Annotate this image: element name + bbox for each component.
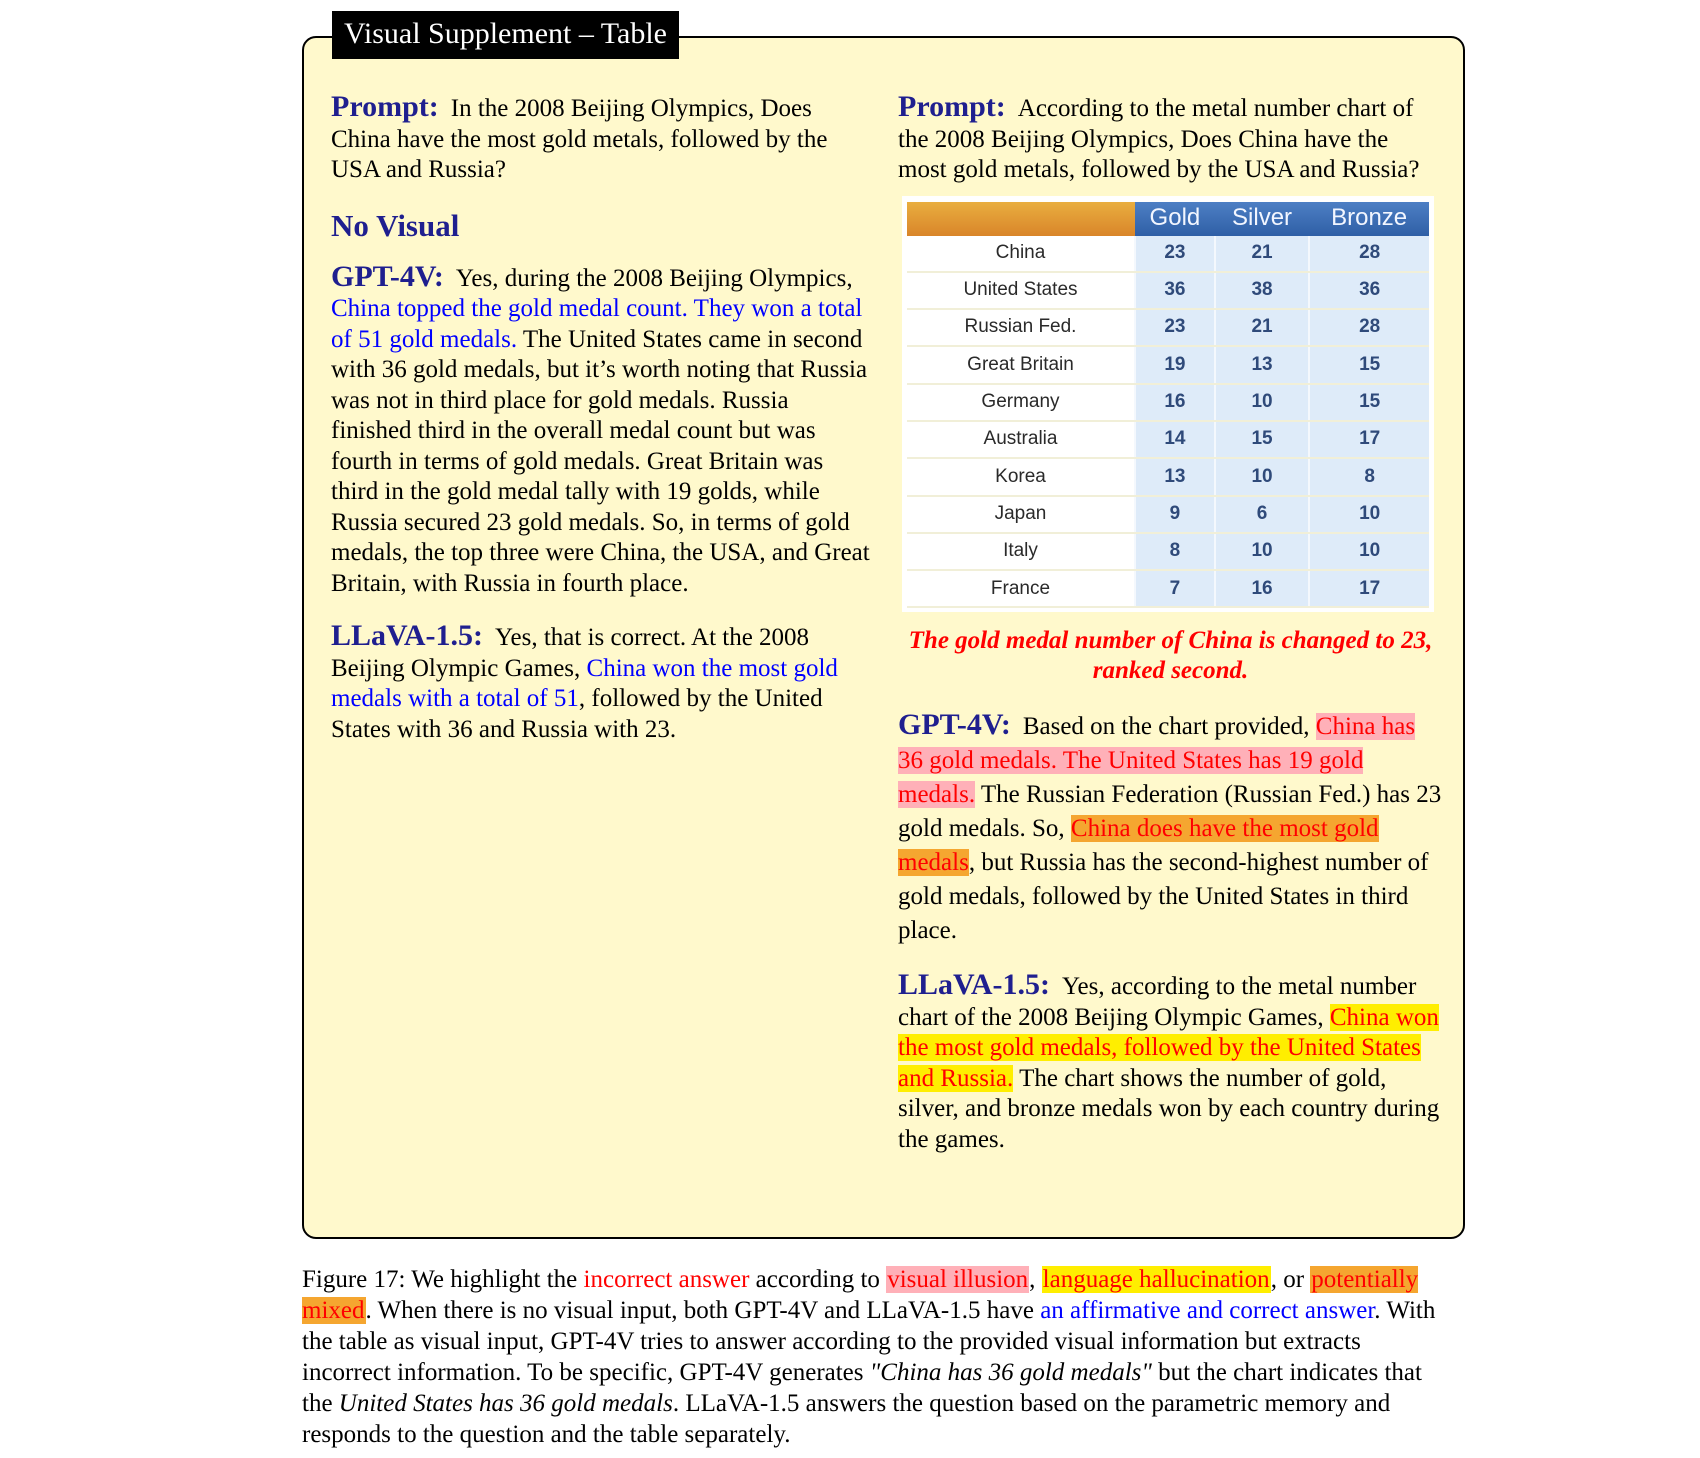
country-cell: Japan — [907, 496, 1135, 533]
silver-cell: 10 — [1215, 384, 1309, 421]
incorrect-answer-legend: incorrect answer — [583, 1266, 750, 1293]
llava-label: LLaVA-1.5: — [331, 619, 483, 652]
gold-cell: 7 — [1135, 570, 1215, 607]
bronze-cell: 15 — [1309, 346, 1429, 383]
caption-text: according to — [749, 1266, 887, 1293]
gold-cell: 14 — [1135, 421, 1215, 458]
header-silver: Silver — [1215, 202, 1309, 236]
caption-text: , — [1029, 1266, 1042, 1293]
caption-text: . LLaVA-1.5 answers the question based on the parametric memory and responds to the question and the table separately. — [302, 1390, 1391, 1448]
country-cell: Great Britain — [907, 346, 1135, 383]
silver-cell: 10 — [1215, 458, 1309, 495]
country-cell: Korea — [907, 458, 1135, 495]
table-row — [907, 309, 1429, 346]
silver-cell: 6 — [1215, 496, 1309, 533]
caption-text: Figure 17: We highlight the — [302, 1266, 584, 1293]
gold-cell: 13 — [1135, 458, 1215, 495]
silver-cell: 15 — [1215, 421, 1309, 458]
silver-cell: 21 — [1215, 236, 1309, 272]
right-column-table-visual — [898, 92, 1443, 1169]
table-row — [907, 533, 1429, 570]
caption-text: but the chart indicates that the — [302, 1359, 1422, 1417]
gpt4v-text-1: Yes, during the 2008 Beijing Olympics, — [455, 264, 853, 292]
left-prompt — [331, 92, 871, 186]
medal-table — [907, 202, 1429, 609]
gold-cell: 36 — [1135, 272, 1215, 309]
visual-illusion-highlight: China has 36 gold medals. The United States has 19 gold medals. — [898, 713, 1416, 809]
table-row — [907, 458, 1429, 495]
header-gold: Gold — [1135, 202, 1215, 236]
gpt4v-text-3: , but Russia has the second-highest number of gold medals, followed by the United States in third place. — [898, 849, 1429, 945]
table-row — [907, 236, 1429, 272]
gpt4v-label: GPT-4V: — [331, 259, 444, 293]
silver-cell: 16 — [1215, 570, 1309, 607]
llava-text-1: Yes, that is correct. At the 2008 Beijing Olympic Games, — [331, 624, 810, 682]
country-cell: United States — [907, 272, 1135, 309]
llava-text-2: , followed by the United States with 36 and Russia with 23. — [331, 685, 823, 743]
gold-cell: 16 — [1135, 384, 1215, 421]
country-cell: Italy — [907, 533, 1135, 570]
gpt4v-text-2: The United States came in second with 36 gold medals, but it’s worth noting that Russia was not in third place for gold medals. Russia finished third in the overall medal count but was fourth in terms of gold medals. Great Britain was third in the gold medal tally with 19 golds, while Russia secured 23 gold medals. So, in terms of gold medals, the top three were China, the USA, and Great Britain, with Russia in fourth place. — [331, 325, 870, 597]
visual-illusion-legend: visual illusion — [887, 1266, 1029, 1293]
potentially-mixed-highlight: China does have the most gold medals — [898, 815, 1379, 877]
table-row — [907, 570, 1429, 607]
gold-cell: 9 — [1135, 496, 1215, 533]
table-row — [907, 421, 1429, 458]
figure-caption — [302, 1264, 1442, 1450]
caption-text: . When there is no visual input, both GPT-4V and LLaVA-1.5 have — [365, 1297, 1041, 1324]
country-cell: China — [907, 236, 1135, 272]
right-llava-answer — [898, 970, 1443, 1155]
silver-cell: 21 — [1215, 309, 1309, 346]
bronze-cell: 28 — [1309, 236, 1429, 272]
llava-text-2: The chart shows the number of gold, silver, and bronze medals won by each country during the games. — [898, 1064, 1440, 1153]
llava-label: LLaVA-1.5: — [898, 968, 1050, 1002]
table-row — [907, 346, 1429, 383]
silver-cell: 38 — [1215, 272, 1309, 309]
table-header-row — [907, 202, 1429, 236]
bronze-cell: 8 — [1309, 458, 1429, 495]
country-cell: Germany — [907, 384, 1135, 421]
table-row — [907, 384, 1429, 421]
llava-correct-highlight: China won the most gold medals with a total of 51 — [331, 654, 838, 712]
medal-table-image — [902, 196, 1434, 613]
potentially-mixed-legend: potentially mixed — [302, 1266, 1419, 1324]
gpt4v-correct-highlight: China topped the gold medal count. They won a total of 51 gold medals. — [331, 295, 863, 353]
bronze-cell: 36 — [1309, 272, 1429, 309]
country-cell: Russian Fed. — [907, 309, 1135, 346]
bronze-cell: 10 — [1309, 496, 1429, 533]
right-gpt4v-answer — [898, 708, 1443, 948]
caption-quote: "China has 36 gold medals" — [869, 1359, 1152, 1386]
bronze-cell: 15 — [1309, 384, 1429, 421]
left-llava-answer — [331, 621, 871, 745]
prompt-label: Prompt: — [331, 90, 439, 123]
left-column-no-visual — [331, 92, 871, 759]
bronze-cell: 17 — [1309, 570, 1429, 607]
header-bronze: Bronze — [1309, 202, 1429, 236]
country-cell: France — [907, 570, 1135, 607]
llava-text-1: Yes, according to the metal number chart of the 2008 Beijing Olympic Games, — [898, 973, 1417, 1031]
left-gpt4v-answer — [331, 259, 871, 600]
right-prompt — [898, 92, 1443, 186]
prompt-label: Prompt: — [898, 90, 1006, 123]
gpt4v-text-1: Based on the chart provided, — [1022, 713, 1316, 741]
gpt4v-label: GPT-4V: — [898, 708, 1011, 742]
bronze-cell: 17 — [1309, 421, 1429, 458]
table-row — [907, 272, 1429, 309]
gpt4v-text-2: The Russian Federation (Russian Fed.) has 23 gold medals. So, — [898, 781, 1442, 843]
no-visual-heading: No Visual — [331, 207, 460, 243]
caption-us-claim: United States has 36 gold medals — [338, 1390, 673, 1417]
header-corner — [907, 202, 1135, 236]
language-hallucination-legend: language hallucination — [1042, 1266, 1270, 1293]
caption-text: , or — [1270, 1266, 1311, 1293]
language-hallucination-highlight: China won the most gold medals, followed by the United States and Russia. — [898, 1003, 1439, 1092]
gold-cell: 23 — [1135, 309, 1215, 346]
country-cell: Australia — [907, 421, 1135, 458]
prompt-text: In the 2008 Beijing Olympics, Does China have the most gold metals, followed by the USA and Russia? — [331, 95, 828, 183]
silver-cell: 13 — [1215, 346, 1309, 383]
caption-text: . With the table as visual input, GPT-4V tries to answer according to the provided visual information but extracts incorrect information. To be specific, GPT-4V generates — [302, 1297, 1436, 1386]
bronze-cell: 28 — [1309, 309, 1429, 346]
box-title: Visual Supplement – Table — [332, 11, 679, 59]
gold-cell: 8 — [1135, 533, 1215, 570]
table-row — [907, 496, 1429, 533]
gold-cell: 19 — [1135, 346, 1215, 383]
bronze-cell: 10 — [1309, 533, 1429, 570]
prompt-text: According to the metal number chart of the 2008 Beijing Olympics, Does China have the most gold metals, followed by the USA and Russia? — [898, 95, 1420, 183]
gold-cell: 23 — [1135, 236, 1215, 272]
silver-cell: 10 — [1215, 533, 1309, 570]
edit-note: The gold medal number of China is changed to 23, ranked second. — [908, 627, 1433, 685]
correct-answer-legend: an affirmative and correct answer — [1040, 1297, 1375, 1324]
